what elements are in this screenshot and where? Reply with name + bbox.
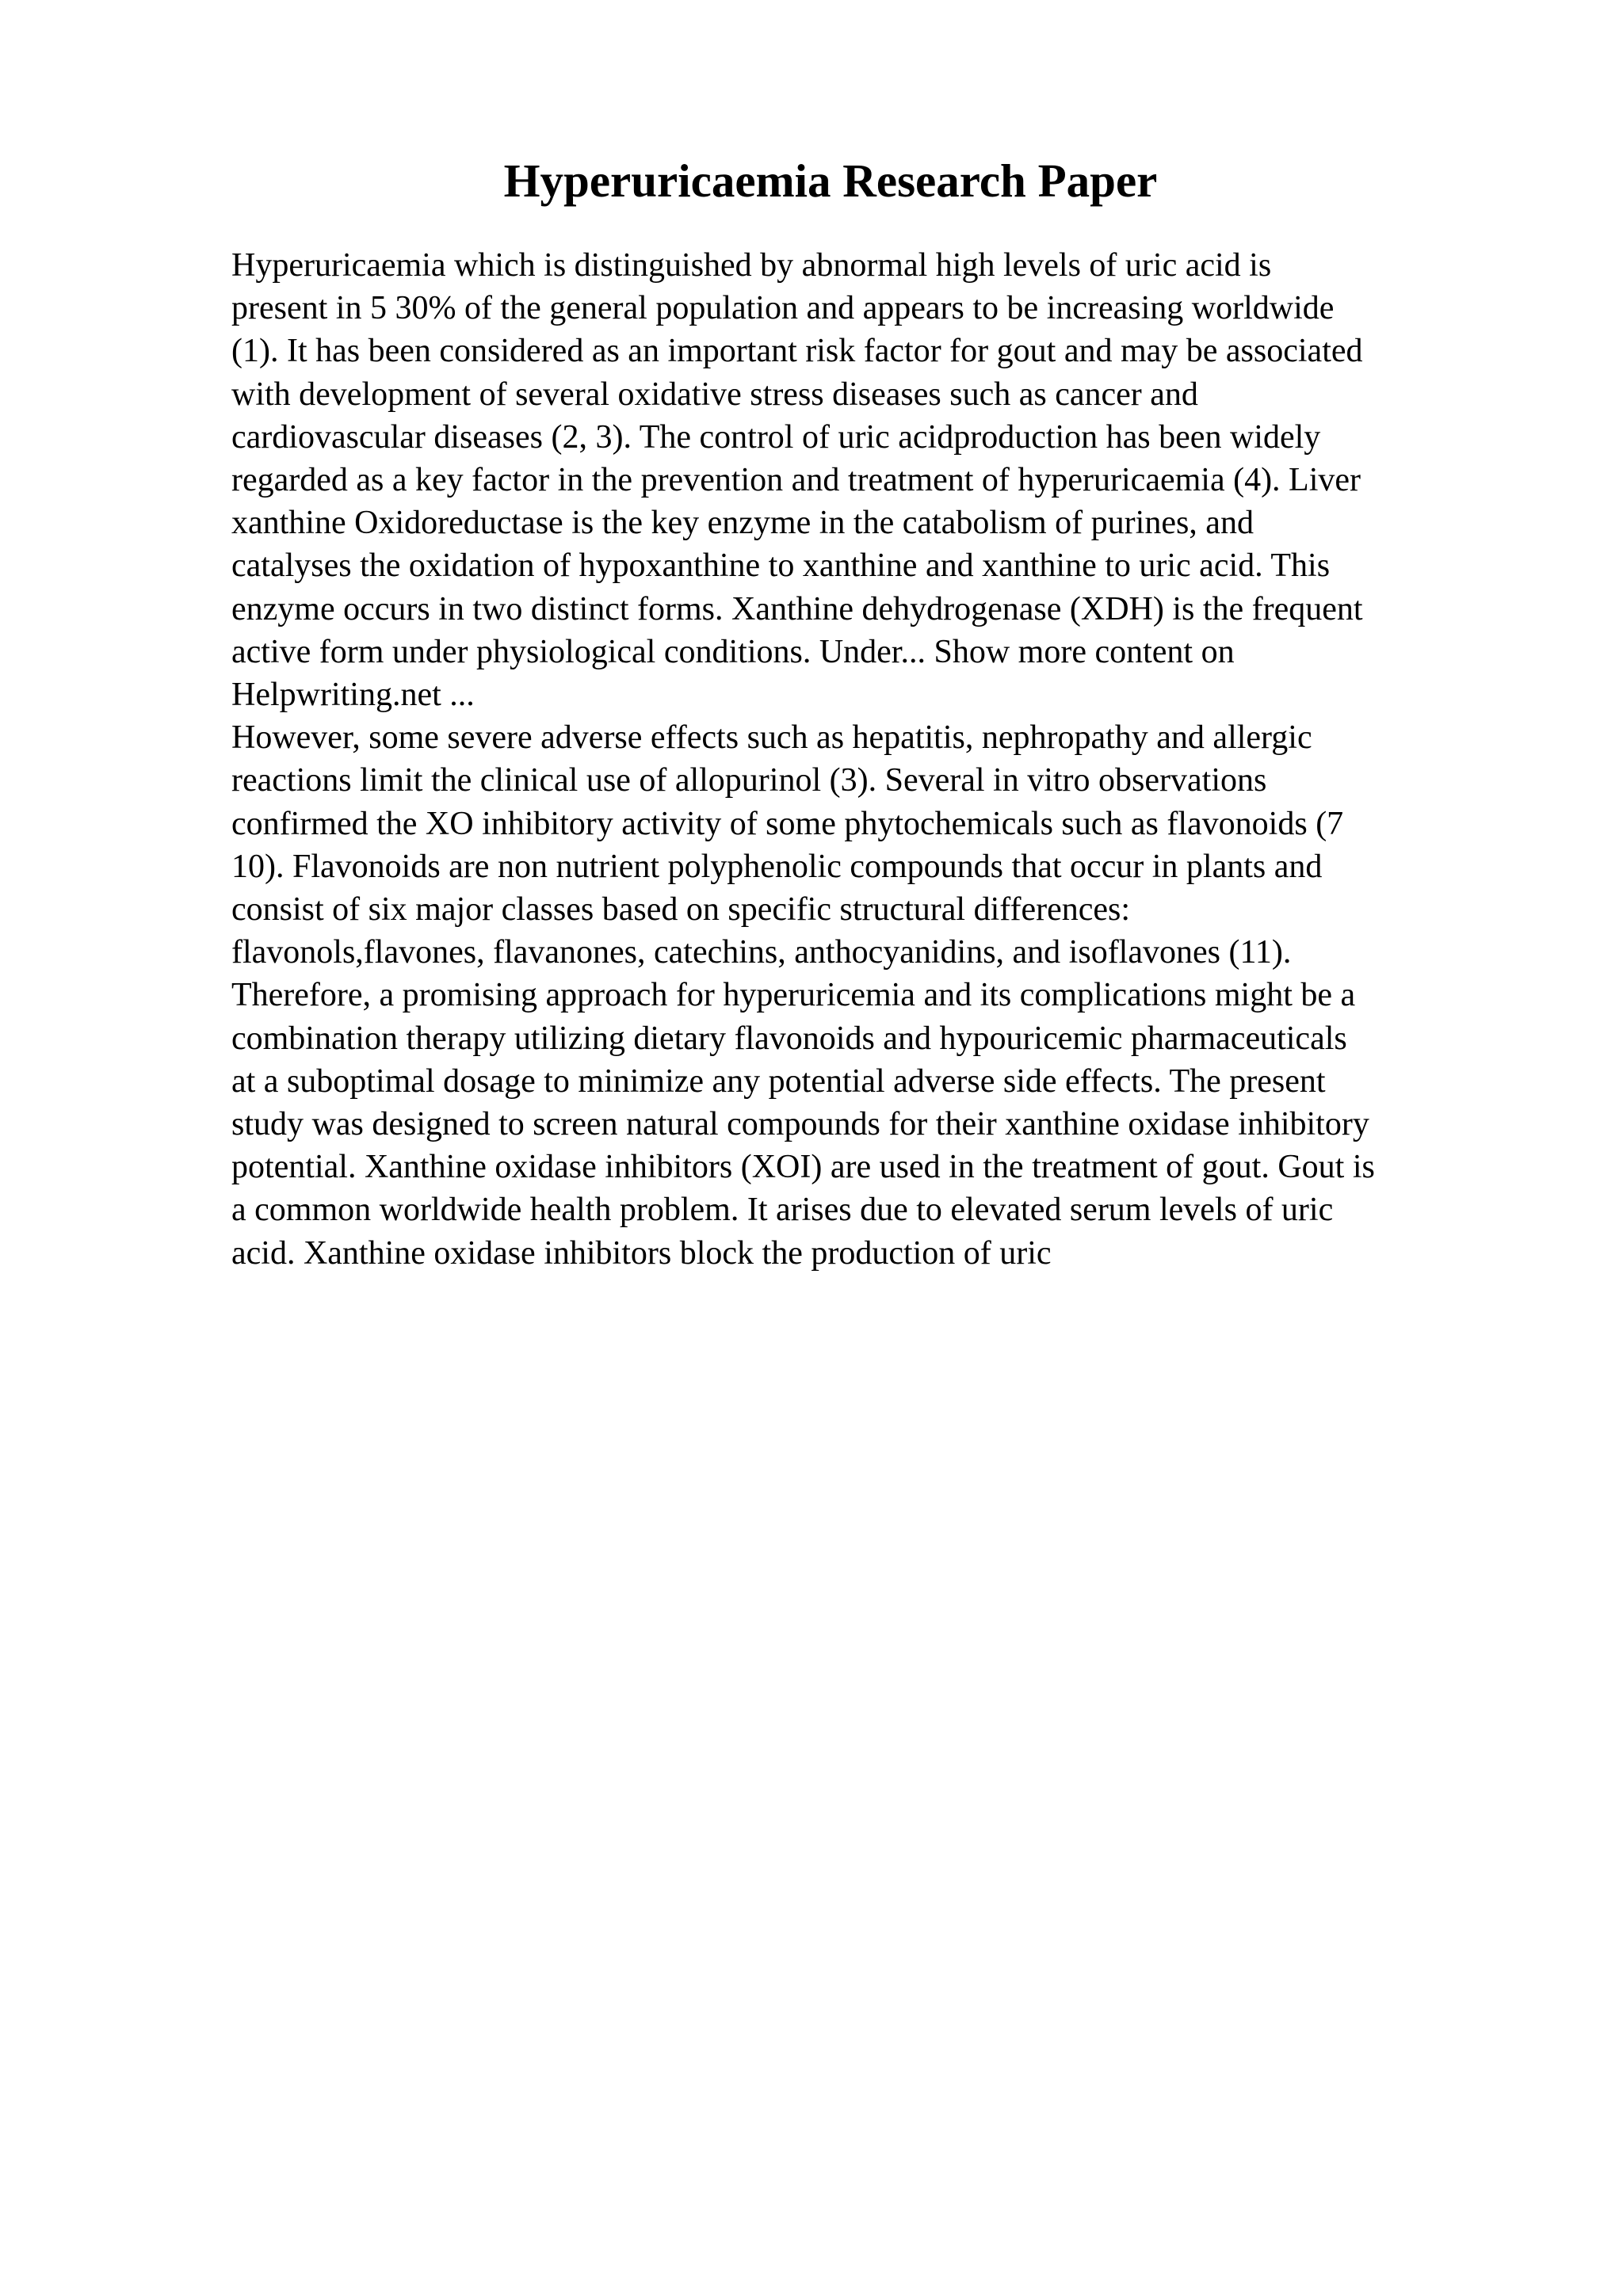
text-line: study was designed to screen natural compounds for their xanthine oxidase inhibitory: [231, 1106, 1369, 1143]
text-line: (1). It has been considered as an important risk factor for gout and may be associated: [231, 333, 1363, 370]
text-line: catalyses the oxidation of hypoxanthine to xanthine and xanthine to uric acid. This: [231, 547, 1331, 585]
text-line: cardiovascular diseases (2, 3). The control of uric acidproduction has been widely: [231, 418, 1321, 456]
text-line: regarded as a key factor in the prevention and treatment of hyperuricaemia (4). Liver: [231, 462, 1361, 499]
text-line: active form under physiological conditions. Under... Show more content on: [231, 633, 1235, 670]
page-title: Hyperuricaemia Research Paper: [503, 154, 1158, 207]
text-line: enzyme occurs in two distinct forms. Xanthine dehydrogenase (XDH) is the frequent: [231, 590, 1363, 627]
text-line: 10). Flavonoids are non nutrient polyphenolic compounds that occur in plants and: [231, 848, 1323, 885]
text-line: However, some severe adverse effects such as hepatitis, nephropathy and allergic: [231, 719, 1312, 757]
text-line: with development of several oxidative stress diseases such as cancer and: [231, 376, 1198, 413]
text-line: at a suboptimal dosage to minimize any potential adverse side effects. The present: [231, 1062, 1326, 1100]
text-line: acid. Xanthine oxidase inhibitors block the production of uric: [231, 1234, 1052, 1272]
text-line: consist of six major classes based on specific structural differences:: [231, 891, 1131, 929]
text-line: confirmed the XO inhibitory activity of some phytochemicals such as flavonoids (7: [231, 805, 1344, 842]
text-line: flavonols,flavones, flavanones, catechins, anthocyanidins, and isoflavones (11).: [231, 934, 1292, 971]
text-line: Hyperuricaemia which is distinguished by abnormal high levels of uric acid is: [231, 247, 1272, 284]
text-line: combination therapy utilizing dietary flavonoids and hypouricemic pharmaceuticals: [231, 1020, 1347, 1057]
text-line: present in 5 30% of the general population and appears to be increasing worldwide: [231, 290, 1335, 327]
text-line: Therefore, a promising approach for hyperuricemia and its complications might be a: [231, 977, 1356, 1014]
text-line: xanthine Oxidoreductase is the key enzyme in the catabolism of purines, and: [231, 505, 1254, 542]
text-line: Helpwriting.net ...: [231, 677, 475, 714]
body-text: [231, 244, 1515, 1275]
text-line: potential. Xanthine oxidase inhibitors (XOI) are used in the treatment of gout. Gout is: [231, 1149, 1375, 1186]
text-line: a common worldwide health problem. It arises due to elevated serum levels of uric: [231, 1192, 1334, 1229]
text-line: reactions limit the clinical use of allopurinol (3). Several in vitro observations: [231, 762, 1267, 799]
